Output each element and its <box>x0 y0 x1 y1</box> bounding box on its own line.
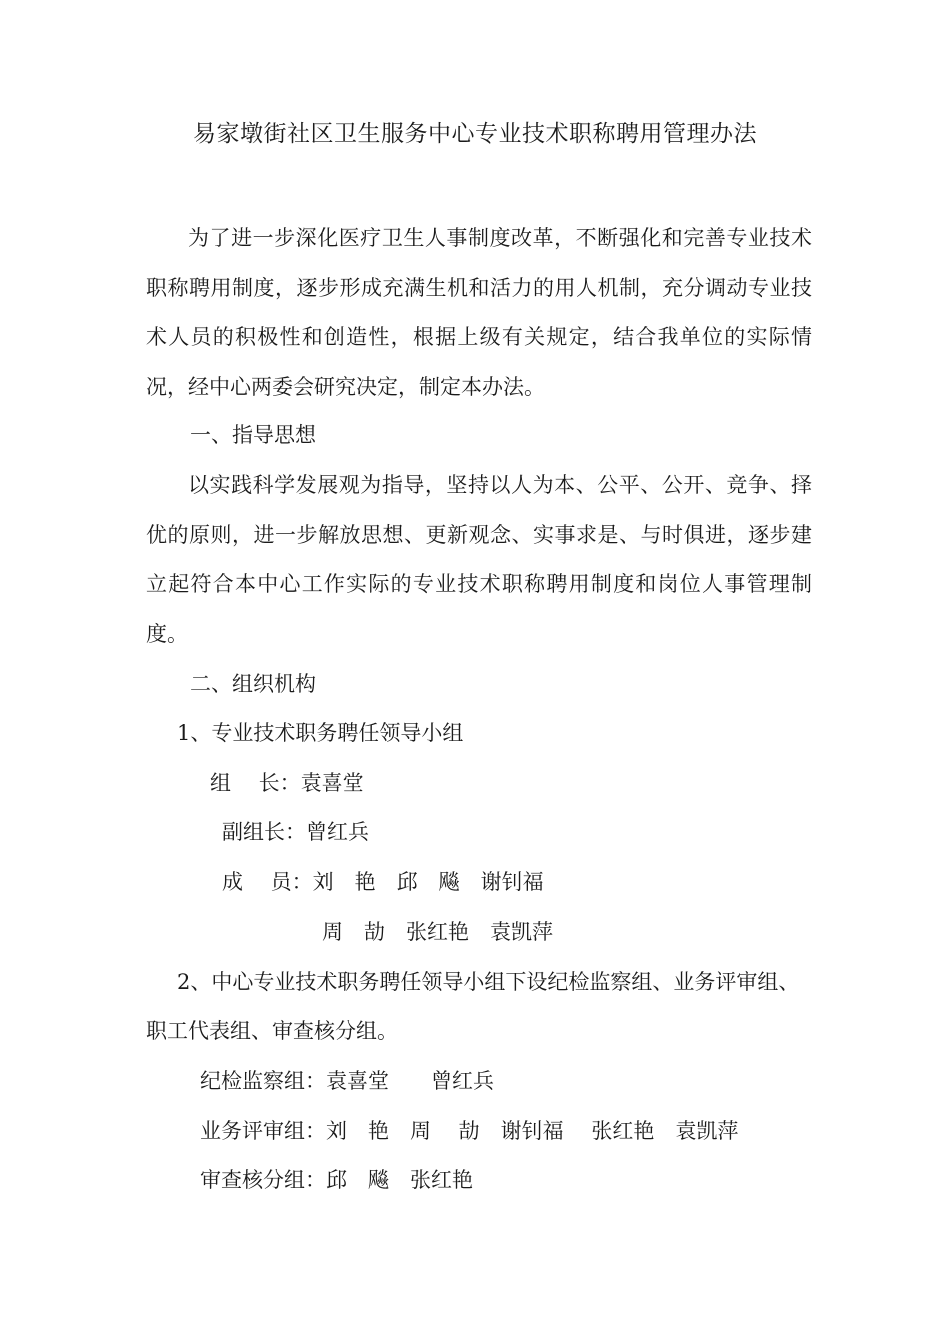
intro-paragraph: 为了进一步深化医疗卫生人事制度改革，不断强化和完善专业技术职称聘用制度，逐步形成充满生机和活力的用人机制，充分调动专业技术人员的积极性和创造性，根据上级有关规定，结合我单位的实际情况，经中心两委会研究决定，制定本办法。 <box>146 226 812 399</box>
item2-line-1: 2、中心专业技术职务聘任领导小组下设纪检监察组、业务评审组、 <box>177 970 800 994</box>
section1-body: 以实践科学发展观为指导，坚持以人为本、公平、公开、竞争、择优的原则，进一步解放思想、更新观念、实事求是、与时俱进，逐步建立起符合本中心工作实际的专业技术职称聘用制度和岗位人事管理制度。 <box>146 473 812 646</box>
section1-heading: 一、指导思想 <box>190 423 316 447</box>
group-audit-line: 审查核分组：邱 飚 张红艳 <box>200 1168 473 1192</box>
group-review-line: 业务评审组：刘 艳 周 劼 谢钊福 张红艳 袁凯萍 <box>200 1119 739 1143</box>
item1-heading: 1、专业技术职务聘任领导小组 <box>177 721 464 745</box>
section2-heading: 二、组织机构 <box>190 672 316 696</box>
members-line-2: 周 劼 张红艳 袁凯萍 <box>322 920 553 944</box>
group-discipline-line: 纪检监察组：袁喜堂 曾红兵 <box>200 1069 494 1093</box>
document-title: 易家墩街社区卫生服务中心专业技术职称聘用管理办法 <box>193 121 757 147</box>
members-line-1: 成 员：刘 艳 邱 飚 谢钊福 <box>222 870 544 894</box>
deputy-line: 副组长：曾红兵 <box>222 820 369 844</box>
item2-line-2: 职工代表组、审查核分组。 <box>146 1019 398 1043</box>
leader-line: 组 长：袁喜堂 <box>210 771 364 795</box>
